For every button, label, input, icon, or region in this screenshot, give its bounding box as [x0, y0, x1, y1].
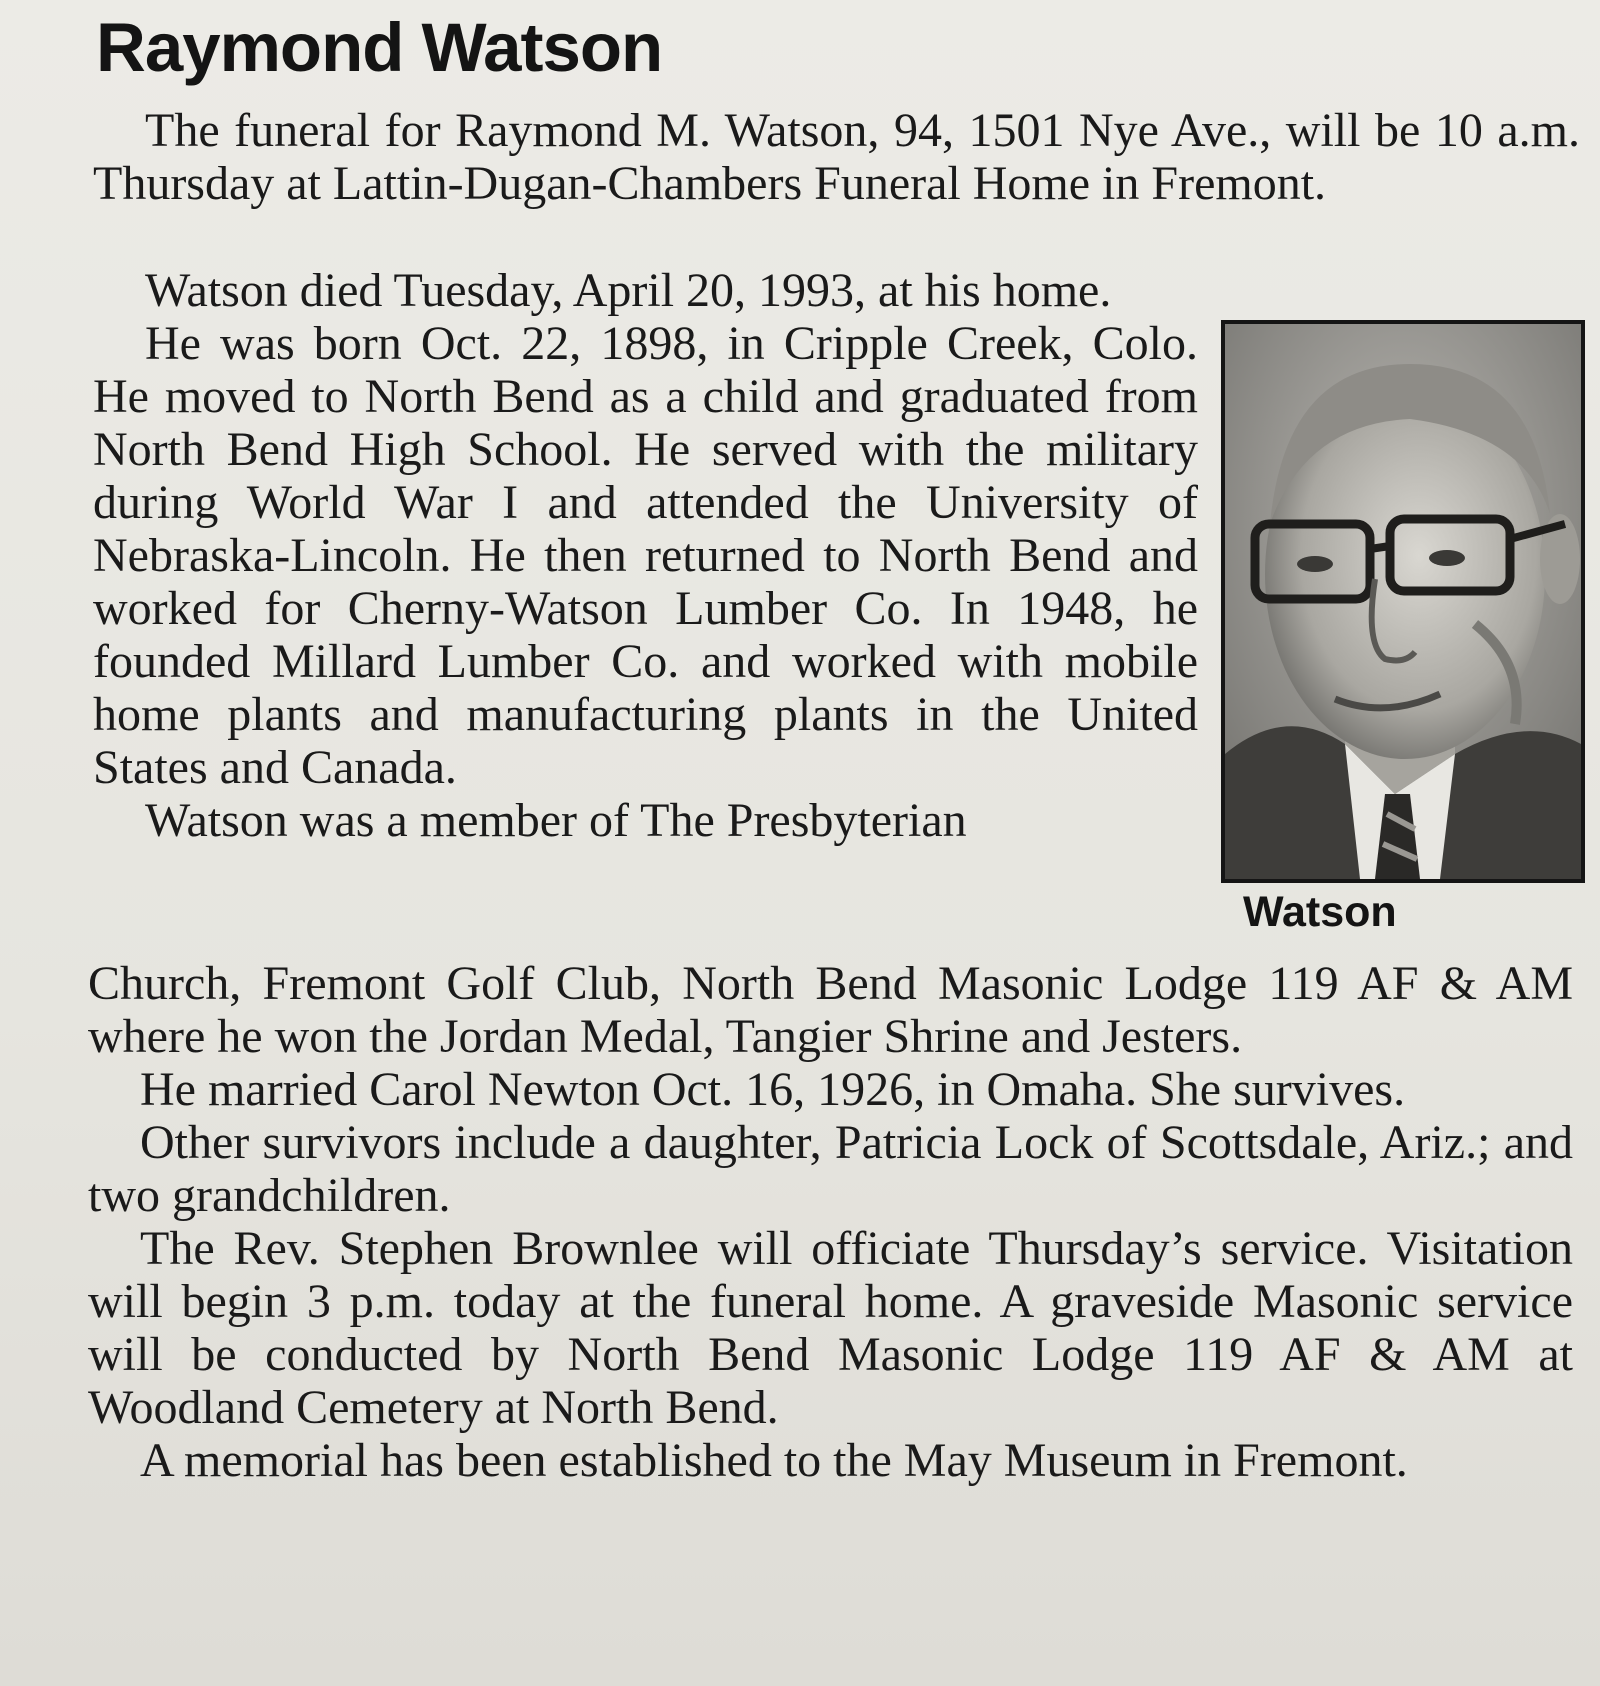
paragraph-membership-start: Watson was a member of The Presbyterian: [145, 794, 967, 847]
photo-caption: Watson: [1243, 888, 1397, 936]
portrait-image: [1225, 324, 1581, 879]
article-body-beside-photo: [93, 264, 1198, 847]
paragraph-marriage: He married Carol Newton Oct. 16, 1926, in Omaha. She survives.: [140, 1063, 1406, 1116]
article-body-top: [93, 104, 1580, 210]
article-body-bottom: [88, 957, 1573, 1487]
paragraph-death: Watson died Tuesday, April 20, 1993, at his home.: [145, 264, 1112, 317]
paragraph-membership-continued: Church, Fremont Golf Club, North Bend Masonic Lodge 119 AF & AM where he won the Jordan Medal, Tangier Shrine and Jesters.: [88, 957, 1573, 1063]
obituary-headline: Raymond Watson: [96, 9, 663, 86]
paragraph-funeral-details: The funeral for Raymond M. Watson, 94, 1501 Nye Ave., will be 10 a.m. Thursday at Lattin-Dugan-Chambers Funeral Home in Fremont.: [93, 104, 1580, 210]
paragraph-memorial: A memorial has been established to the May Museum in Fremont.: [140, 1434, 1408, 1487]
paragraph-survivors: Other survivors include a daughter, Patricia Lock of Scottsdale, Ariz.; and two grandchildren.: [88, 1116, 1573, 1222]
paragraph-service: The Rev. Stephen Brownlee will officiate Thursday’s service. Visitation will begin 3 p.m. today at the funeral home. A graveside Masonic service will be conducted by North Bend Masonic Lodge 119 AF & AM at Woodland Cemetery at North Bend.: [88, 1222, 1573, 1434]
portrait-photo: [1221, 320, 1585, 883]
paragraph-biography: He was born Oct. 22, 1898, in Cripple Creek, Colo. He moved to North Bend as a child and graduated from North Bend High School. He served with the military during World War I and attended the University of Nebraska-Lincoln. He then returned to North Bend and worked for Cherny-Watson Lumber Co. In 1948, he founded Millard Lumber Co. and worked with mobile home plants and manufacturing plants in the United States and Canada.: [93, 317, 1198, 794]
